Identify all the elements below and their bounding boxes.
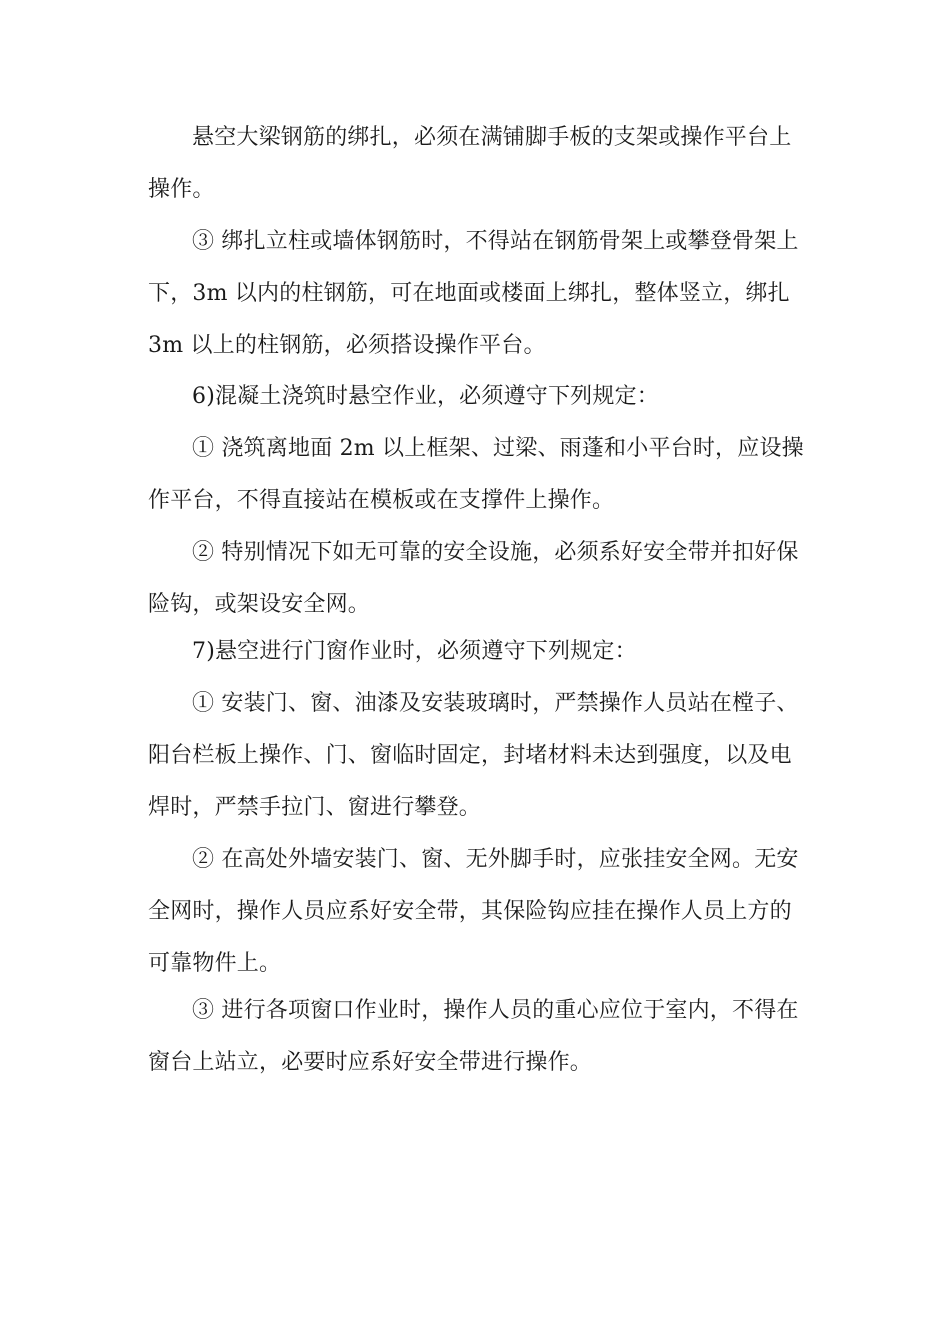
text-line: 悬空大梁钢筋的绑扎，必须在满铺脚手板的支架或操作平台上	[192, 125, 792, 150]
text-line: ③ 绑扎立柱或墙体钢筋时，不得站在钢筋骨架上或攀登骨架上	[192, 229, 799, 254]
text-line: 窗台上站立，必要时应系好安全带进行操作。	[148, 1050, 593, 1075]
text-line: 6)混凝土浇筑时悬空作业，必须遵守下列规定：	[192, 384, 659, 409]
text-line: ② 在高处外墙安装门、窗、无外脚手时，应张挂安全网。无安	[192, 847, 799, 872]
text-line: 下，3m 以内的柱钢筋，可在地面或楼面上绑扎，整体竖立，绑扎	[148, 281, 790, 306]
text-line: ② 特别情况下如无可靠的安全设施，必须系好安全带并扣好保	[192, 540, 799, 565]
text-line: 焊时，严禁手拉门、窗进行攀登。	[148, 795, 482, 820]
text-line: 3m 以上的柱钢筋，必须搭设操作平台。	[148, 333, 546, 358]
text-line: 全网时，操作人员应系好安全带，其保险钩应挂在操作人员上方的	[148, 899, 792, 924]
text-line: ① 安装门、窗、油漆及安装玻璃时，严禁操作人员站在樘子、	[192, 691, 799, 716]
text-line: ③ 进行各项窗口作业时，操作人员的重心应位于室内，不得在	[192, 998, 799, 1023]
text-line: 操作。	[148, 177, 215, 202]
text-line: ① 浇筑离地面 2m 以上框架、过梁、雨蓬和小平台时，应设操	[192, 436, 804, 461]
text-line: 可靠物件上。	[148, 951, 282, 976]
text-line: 作平台，不得直接站在模板或在支撑件上操作。	[148, 488, 615, 513]
text-line: 阳台栏板上操作、门、窗临时固定，封堵材料未达到强度，以及电	[148, 743, 792, 768]
text-line: 7)悬空进行门窗作业时，必须遵守下列规定：	[192, 639, 637, 664]
text-line: 险钩，或架设安全网。	[148, 592, 371, 617]
